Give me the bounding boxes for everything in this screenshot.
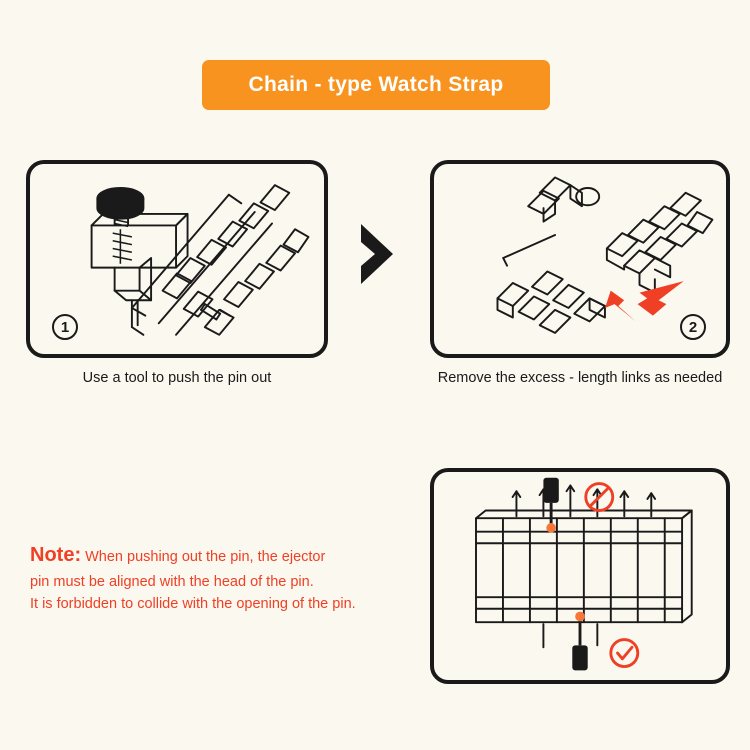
note-line-3: It is forbidden to collide with the opening of the pin. — [30, 596, 356, 613]
step-2-caption: Remove the excess - length links as needed — [437, 370, 723, 386]
title-banner — [202, 60, 550, 110]
note-line-2: pin must be aligned with the head of the pin. — [30, 574, 314, 590]
step-2-badge: 2 — [680, 314, 706, 340]
correct-marker-icon — [611, 640, 638, 667]
note-block — [30, 540, 420, 616]
note-line-1: When pushing out the pin, the ejector — [85, 549, 326, 565]
step-1-caption: Use a tool to push the pin out — [82, 370, 272, 386]
forbidden-marker-icon — [586, 484, 613, 511]
next-step-arrow-icon — [355, 222, 411, 286]
step-1-badge: 1 — [52, 314, 78, 340]
note-label: Note: — [30, 544, 82, 566]
pin-alignment-detail-illustration — [434, 472, 726, 680]
page-title: Chain - type Watch Strap — [248, 73, 504, 96]
step-1-panel — [26, 160, 328, 358]
step-2-panel — [430, 160, 730, 358]
detail-panel — [430, 468, 730, 684]
